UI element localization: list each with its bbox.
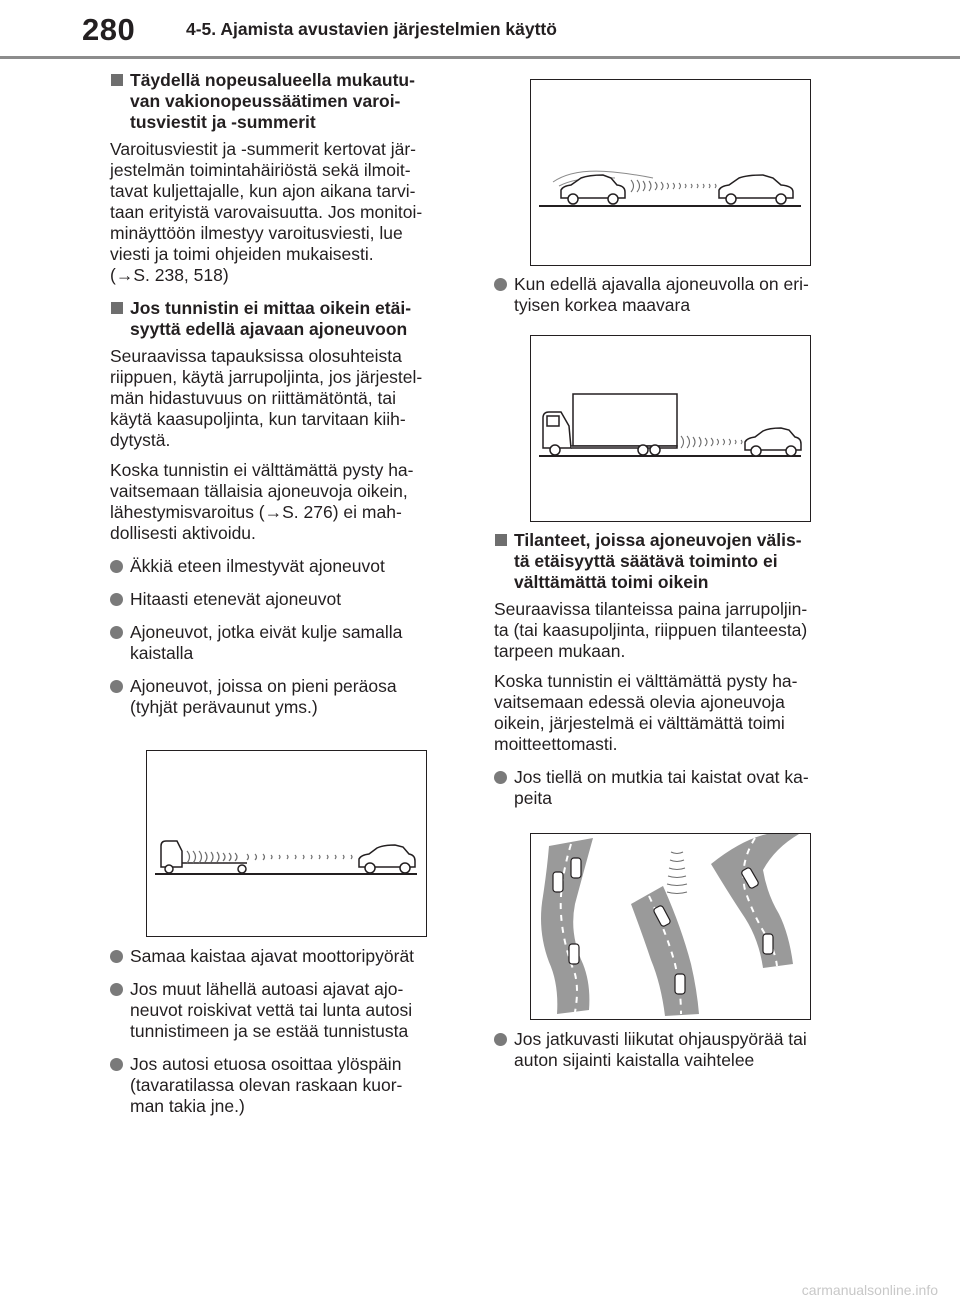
text-line: jestelmän toimintahäiriöstä sekä ilmoit-: [110, 160, 411, 180]
heading-line: tusviestit ja -summerit: [130, 112, 316, 132]
bullet-line: Ajoneuvot, jotka eivät kulje samalla: [130, 622, 403, 642]
round-bullet-icon: [494, 1033, 507, 1046]
heading-line: Täydellä nopeusalueella mukautu-: [130, 70, 415, 90]
bullet-line: man takia jne.): [130, 1096, 245, 1116]
bullet-line: tunnistimeen ja se estää tunnistusta: [130, 1021, 409, 1041]
bullet-item: [110, 1054, 470, 1117]
text-line: ta (tai kaasupoljinta, riippuen tilanteesta): [494, 620, 808, 640]
radar-beam-icon: [681, 436, 742, 448]
round-bullet-icon: [494, 771, 507, 784]
bullet-item: [110, 622, 470, 664]
text-line: tarpeen mukaan.: [494, 641, 626, 661]
square-bullet-icon: [495, 534, 507, 546]
text-line: Seuraavissa tilanteissa paina jarrupoljin-: [494, 599, 808, 619]
paragraph-brake-advice: [110, 346, 470, 451]
radar-beam-icon: [667, 852, 687, 894]
square-bullet-icon: [111, 74, 123, 86]
car-icon: [719, 175, 793, 204]
heading-line: syyttä edellä ajavaan ajoneuvoon: [130, 319, 408, 339]
bullet-item: [110, 589, 470, 610]
car-icon: [359, 845, 415, 873]
bullet-line: kaistalla: [130, 643, 194, 663]
text-line: vaitsemaan edessä olevia ajoneuvoja: [494, 692, 785, 712]
bullet-line: Jos autosi etuosa osoittaa ylöspäin: [130, 1054, 402, 1074]
right-column-upper: [494, 274, 854, 325]
bullet-line: Samaa kaistaa ajavat moottoripyörät: [130, 946, 415, 966]
heading-line: Jos tunnistin ei mittaa oikein etäi-: [130, 298, 412, 318]
bullet-line: tyisen korkea maavara: [514, 295, 691, 315]
truck-icon: [543, 394, 677, 455]
paragraph-warning-messages: [110, 139, 470, 286]
cars-following-illustration: [531, 80, 809, 264]
text-line: minäyttöön ilmestyy varoitusviesti, lue: [110, 223, 403, 243]
round-bullet-icon: [110, 593, 123, 606]
bullet-item: [110, 676, 470, 718]
round-bullet-icon: [110, 983, 123, 996]
bullet-item: [494, 767, 854, 809]
bullet-line: Kun edellä ajavalla ajoneuvolla on eri-: [514, 274, 809, 294]
page-header: [0, 0, 960, 60]
text-line: moitteettomasti.: [494, 734, 618, 754]
right-column-lower: [494, 530, 854, 818]
round-bullet-icon: [494, 278, 507, 291]
round-bullet-icon: [110, 1058, 123, 1071]
figure-low-trailer: [146, 750, 427, 937]
heading-line: van vakionopeussäätimen varoi-: [130, 91, 401, 111]
watermark: carmanualsonline.info: [801, 1282, 938, 1298]
heading-line: Tilanteet, joissa ajoneuvojen välis-: [514, 530, 802, 550]
text-line: dytystä.: [110, 430, 171, 450]
text-line: Seuraavissa tapauksissa olosuhteista: [110, 346, 402, 366]
truck-cab-icon: [161, 841, 247, 873]
bullet-item: [110, 946, 470, 967]
text-line: Koska tunnistin ei välttämättä pysty ha-: [110, 460, 414, 480]
bullet-line: (tyhjät perävaunut yms.): [130, 697, 318, 717]
paragraph-approach-warning: [110, 460, 470, 544]
bullet-item: [110, 556, 470, 577]
heading-distance-control: [494, 530, 854, 593]
text-line: män hidastuvuus on riittämätöntä, tai: [110, 388, 396, 408]
heading-line: tä etäisyyttä säätävä toiminto ei: [514, 551, 778, 571]
paragraph-detection-note: [494, 671, 854, 755]
bullet-line: Jos jatkuvasti liikutat ohjauspyörää tai: [514, 1029, 807, 1049]
bullet-line: Hitaasti etenevät ajoneuvot: [130, 589, 342, 609]
text-line: dollisesti aktivoidu.: [110, 523, 256, 543]
bullet-item: [494, 1029, 854, 1071]
text-line: tavat kuljettajalle, kun ajon aikana tarvi-: [110, 181, 416, 201]
bullet-line: auton sijainti kaistalla vaihtelee: [514, 1050, 755, 1070]
round-bullet-icon: [110, 950, 123, 963]
truck-illustration: [531, 336, 809, 520]
bullet-item: [110, 979, 470, 1042]
heading-line: välttämättä toimi oikein: [514, 572, 709, 592]
bullet-line: Ajoneuvot, joissa on pieni peräosa: [130, 676, 397, 696]
bullet-line: Jos muut lähellä autoasi ajavat ajo-: [130, 979, 404, 999]
text-line: (→S. 238, 518): [110, 265, 229, 285]
section-title: 4-5. Ajamista avustavien järjestelmien käyttö: [186, 19, 557, 39]
bullet-line: peita: [514, 788, 552, 808]
figure-high-clearance-truck: [530, 335, 811, 522]
figure-cars-following: [530, 79, 811, 266]
header-rule: [0, 56, 960, 59]
page-number: 280: [82, 12, 136, 47]
text-line: viesti ja toimi ohjeiden mukaisesti.: [110, 244, 374, 264]
text-line: lähestymisvaroitus (→S. 276) ei mah-: [110, 502, 402, 522]
curved-roads-illustration: [531, 834, 809, 1018]
right-column-bottom: [494, 1029, 854, 1080]
round-bullet-icon: [110, 560, 123, 573]
heading-sensor-distance: [110, 298, 470, 340]
bullet-line: (tavaratilassa olevan raskaan kuor-: [130, 1075, 403, 1095]
paragraph-pedal-advice: [494, 599, 854, 662]
text-line: oikein, järjestelmä ei välttämättä toimi: [494, 713, 785, 733]
round-bullet-icon: [110, 680, 123, 693]
text-line: vaitsemaan tällaisia ajoneuvoja oikein,: [110, 481, 408, 501]
radar-beam-icon: [187, 851, 352, 863]
round-bullet-icon: [110, 626, 123, 639]
figure-curved-roads: [530, 833, 811, 1020]
text-line: käytä kaasupoljinta, kun tarvitaan kiih-: [110, 409, 406, 429]
bullet-line: Jos tiellä on mutkia tai kaistat ovat ka-: [514, 767, 809, 787]
square-bullet-icon: [111, 302, 123, 314]
bullet-line: Äkkiä eteen ilmestyvät ajoneuvot: [130, 556, 385, 576]
left-column: [110, 70, 470, 727]
bullet-line: neuvot roiskivat vettä tai lunta autosi: [130, 1000, 413, 1020]
radar-beam-icon: [631, 180, 716, 192]
text-line: Varoitusviestit ja -summerit kertovat jär-: [110, 139, 417, 159]
left-column-lower: [110, 946, 470, 1126]
text-line: Koska tunnistin ei välttämättä pysty ha-: [494, 671, 798, 691]
bullet-item: [494, 274, 854, 316]
heading-warning-messages: [110, 70, 470, 133]
text-line: riippuen, käytä jarrupoljinta, jos järjestel-: [110, 367, 423, 387]
trailer-illustration: [147, 751, 425, 935]
text-line: taan erityistä varovaisuutta. Jos monitoi-: [110, 202, 423, 222]
car-icon: [561, 175, 625, 204]
car-icon: [745, 428, 801, 456]
